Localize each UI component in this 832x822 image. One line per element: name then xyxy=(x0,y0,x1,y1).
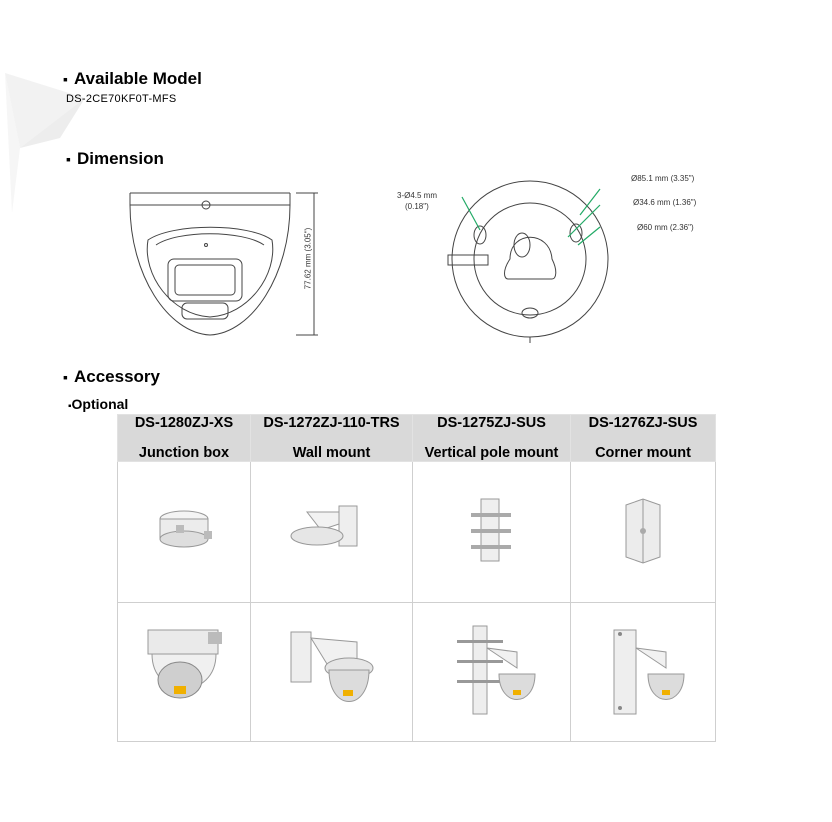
vertical-pole-mount-installed-image xyxy=(413,603,571,742)
hole-label-1: 3-Ø4.5 mm xyxy=(397,191,438,200)
height-dimension-label: 77.62 mm (3.05") xyxy=(303,227,313,290)
accessory-installed-row xyxy=(118,603,716,742)
vertical-pole-mount-image xyxy=(413,462,571,603)
camera-bottom-view-drawing xyxy=(440,175,620,345)
dimension-heading: ▪ Dimension xyxy=(66,149,164,168)
wall-mount-installed-image xyxy=(251,603,413,742)
hole-label-2: (0.18") xyxy=(405,202,429,211)
optional-label: ▪Optional xyxy=(68,396,129,412)
junction-box-installed-image xyxy=(118,603,251,742)
accessory-col-4: DS-1276ZJ-SUS Corner mount xyxy=(571,415,716,462)
accessory-table xyxy=(117,414,716,742)
accessory-heading: ▪ Accessory xyxy=(63,367,160,386)
corner-mount-installed-image xyxy=(571,603,716,742)
inner-diameter-label: Ø34.6 mm (1.36") xyxy=(633,198,697,207)
accessory-col-3: DS-1275ZJ-SUS Vertical pole mount xyxy=(413,415,571,462)
junction-box-image xyxy=(118,462,251,603)
corner-mount-image xyxy=(571,462,716,603)
accessory-col-2: DS-1272ZJ-110-TRS Wall mount xyxy=(251,415,413,462)
available-model-heading: ▪ Available Model xyxy=(63,69,202,88)
accessory-header-row xyxy=(118,415,716,462)
accessory-product-row xyxy=(118,462,716,603)
watermark-logo xyxy=(0,68,90,218)
wall-mount-image xyxy=(251,462,413,603)
accessory-col-1: DS-1280ZJ-XS Junction box xyxy=(118,415,251,462)
model-number: DS-2CE70KF0T-MFS xyxy=(66,93,177,105)
mid-diameter-label: Ø60 mm (2.36") xyxy=(637,223,694,232)
camera-side-view-drawing xyxy=(118,185,328,345)
outer-diameter-label: Ø85.1 mm (3.35") xyxy=(631,174,695,183)
